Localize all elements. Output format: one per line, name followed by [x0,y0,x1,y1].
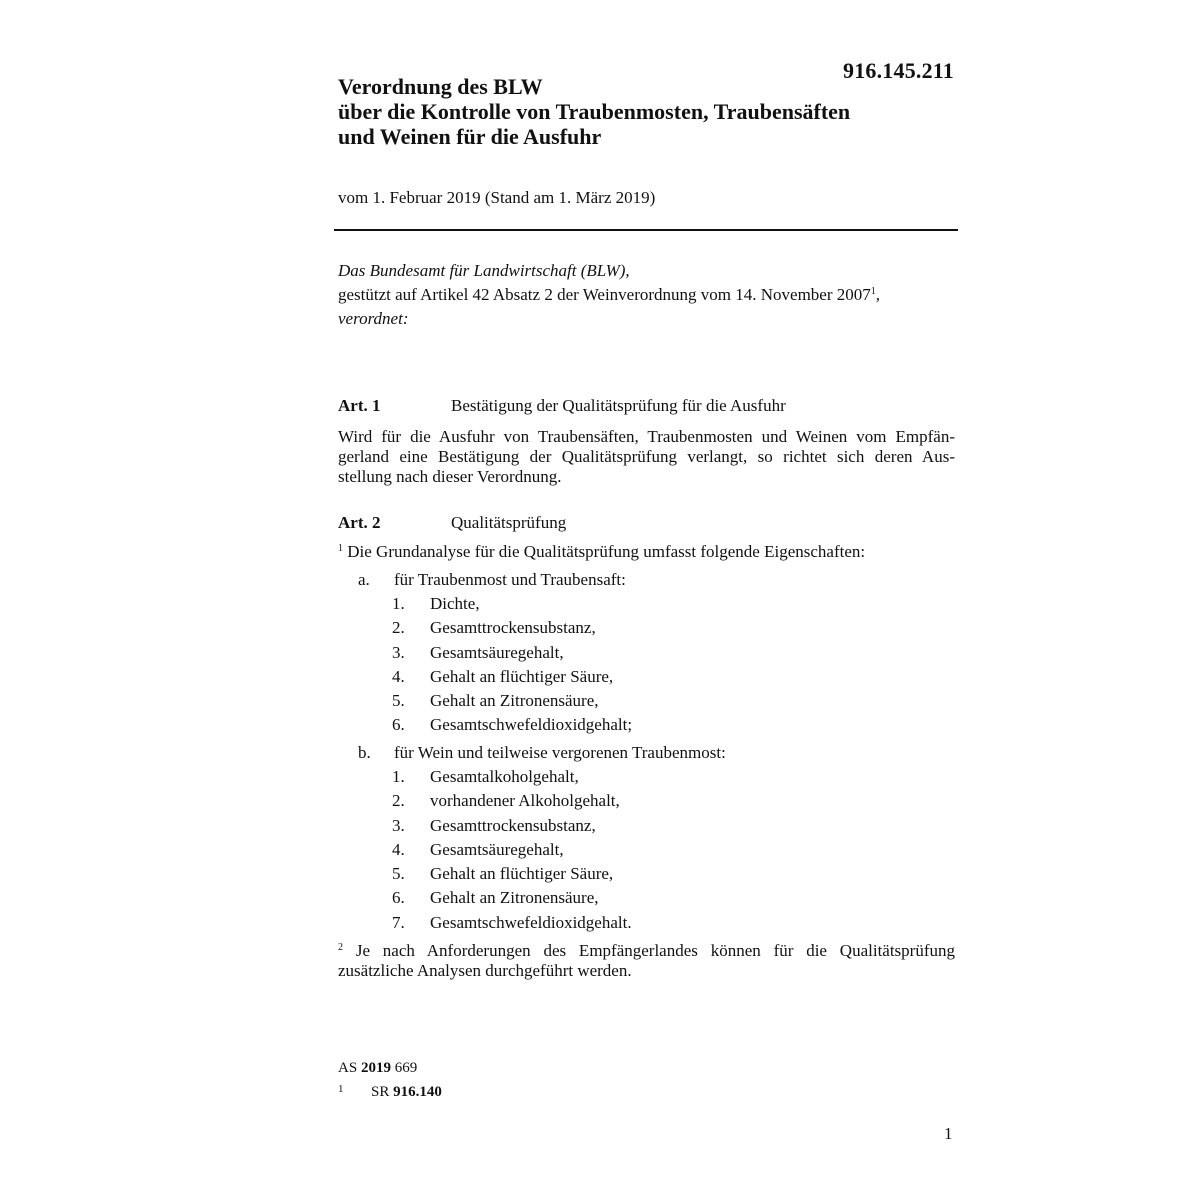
paragraph-number-2: 2 [338,942,343,953]
preamble [338,259,958,331]
document-title [338,74,958,149]
list-item-text: Gesamtalkoholgehalt, [430,767,579,786]
list-item [392,765,632,789]
article-1-number: Art. 1 [338,396,381,415]
list-item-number: 6. [392,888,405,908]
list-item-text: Gehalt an Zitronensäure, [430,888,599,908]
list-b-items [392,765,632,935]
list-a-items [392,592,632,738]
list-item [392,641,632,665]
paragraph-2-line-1 [338,941,955,961]
article-1-body [338,427,955,487]
article-1-line-1: Wird für die Ausfuhr von Traubensäften, Traubenmosten und Weinen vom Empfän- [338,427,955,446]
list-item-number: 3. [392,642,405,662]
list-item [392,789,632,813]
article-2-number: Art. 2 [338,513,381,532]
list-item-text: Dichte, [430,594,480,613]
preamble-basis [338,283,958,307]
list-a-text: für Traubenmost und Traubensaft: [394,570,626,589]
footnote-1-ref[interactable]: 916.140 [393,1084,442,1100]
list-item-text: vorhandener Alkoholgehalt, [430,791,620,811]
title-line-2: über die Kontrolle von Traubenmosten, Traubensäften [338,99,851,124]
list-b-label: b. [358,743,371,762]
header-divider [334,229,958,231]
list-a-label: a. [358,570,370,589]
list-item-text: Gesamttrockensubstanz, [430,815,596,835]
as-reference [338,1058,442,1079]
list-item [392,862,632,886]
list-item-number: 4. [392,666,405,686]
article-1-title: Bestätigung der Qualitätsprüfung für die Ausfuhr [451,396,786,415]
list-item-number: 1. [392,594,405,613]
list-item-number: 2. [392,791,405,811]
title-line-3: und Weinen für die Ausfuhr [338,124,602,149]
list-item [392,713,632,737]
list-item-number: 2. [392,618,405,638]
preamble-basis-end: , [875,285,881,304]
list-item [392,886,632,910]
article-1-line-2: gerland eine Bestätigung der Qualitätsprüfung verlangt, so richtet sich deren Aus- [338,447,955,466]
paragraph-2-line-2: zusätzliche Analysen durchgeführt werden. [338,961,632,980]
article-1-line-3: stellung nach dieser Verordnung. [338,467,562,486]
article-1-heading [338,396,786,416]
paragraph-2-line-1-text: Je nach Anforderungen des Empfängerlandes können für die Qualitätsprüfung [355,941,955,960]
list-item-number: 5. [392,691,405,711]
date-line: vom 1. Februar 2019 (Stand am 1. März 2019) [338,188,656,207]
sr-number: 916.145.211 [843,58,954,83]
list-item-text: Gesamtschwefeldioxidgehalt; [430,715,633,735]
article-2-paragraph-2 [338,941,955,981]
title-line-1: Verordnung des BLW [338,74,543,99]
as-year: 2019 [360,1060,391,1076]
page-number: 1 [944,1124,953,1143]
paragraph-number-1: 1 [338,543,343,554]
list-item [392,911,632,935]
list-item [392,665,632,689]
list-b-text: für Wein und teilweise vergorenen Traubenmost: [394,743,726,762]
preamble-basis-text: gestützt auf Artikel 42 Absatz 2 der Weinverordnung vom 14. November 2007 [338,285,871,304]
article-2-heading [338,513,566,533]
list-item [392,689,632,713]
footnote-ref-1[interactable]: 1 [870,286,876,297]
list-item-text: Gesamtschwefeldioxidgehalt. [430,912,632,932]
list-item [392,838,632,862]
article-2-paragraph-1 [338,542,955,562]
list-item-number: 3. [392,815,405,835]
list-item-number: 6. [392,715,405,735]
footnote-1-prefix: SR [371,1084,390,1100]
as-page: 669 [394,1060,418,1076]
list-item-text: Gehalt an flüchtiger Säure, [430,864,614,884]
article-2-title: Qualitätsprüfung [451,513,567,532]
footnotes [338,1058,442,1103]
list-item-text: Gehalt an Zitronensäure, [430,691,599,711]
as-prefix: AS [338,1060,358,1076]
list-item-text: Gesamtsäuregehalt, [430,642,564,662]
list-item-text: Gesamttrockensubstanz, [430,618,596,638]
list-item-text: Gesamtsäuregehalt, [430,839,564,859]
list-item-number: 1. [392,767,405,786]
list-item-text: Gehalt an flüchtiger Säure, [430,666,614,686]
paragraph-1-text: Die Grundanalyse für die Qualitätsprüfung umfasst folgende Eigenschaften: [347,542,866,561]
list-item-number: 5. [392,864,405,884]
preamble-decree: verordnet: [338,309,409,328]
preamble-authority: Das Bundesamt für Landwirtschaft (BLW), [338,261,630,280]
list-item [392,814,632,838]
list-item [392,592,632,616]
list-item-number: 4. [392,839,405,859]
footnote-1-number: 1 [338,1083,344,1095]
footnote-1 [338,1079,442,1103]
list-item [392,616,632,640]
list-item-number: 7. [392,912,405,932]
